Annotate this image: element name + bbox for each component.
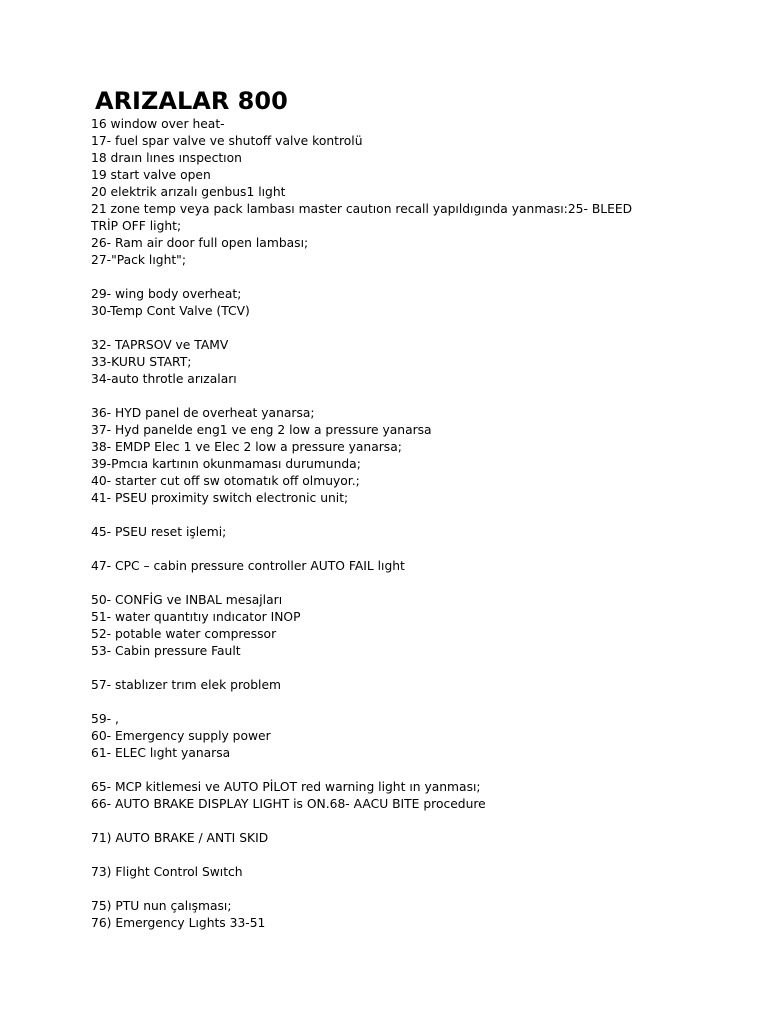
fault-line: 60- Emergency supply power xyxy=(91,729,271,743)
blank-line xyxy=(91,881,761,898)
fault-line: 21 zone temp veya pack lambası master cautıon recall yapıldıgında yanması:25- BLEED xyxy=(91,202,633,216)
fault-line: 33-KURU START; xyxy=(91,355,192,369)
fault-line: 32- TAPRSOV ve TAMV xyxy=(91,338,229,352)
blank-line xyxy=(91,813,761,830)
blank-line xyxy=(91,269,761,286)
blank-line xyxy=(91,847,761,864)
fault-line: 75) PTU nun çalışması; xyxy=(91,899,232,913)
fault-line: 37- Hyd panelde eng1 ve eng 2 low a pressure yanarsa xyxy=(91,423,432,437)
fault-line: 26- Ram air door full open lambası; xyxy=(91,236,309,250)
fault-line: 47- CPC – cabin pressure controller AUTO FAIL lıght xyxy=(91,559,405,573)
fault-line: 59- , xyxy=(91,712,119,726)
fault-line: 29- wing body overheat; xyxy=(91,287,242,301)
blank-line xyxy=(91,320,761,337)
fault-line: 16 window over heat- xyxy=(91,117,225,131)
blank-line xyxy=(91,388,761,405)
fault-line: 71) AUTO BRAKE / ANTI SKID xyxy=(91,831,269,845)
fault-line: TRİP OFF light; xyxy=(91,219,182,233)
fault-line: 34-auto throtle arızaları xyxy=(91,372,237,386)
fault-line: 36- HYD panel de overheat yanarsa; xyxy=(91,406,315,420)
fault-line: 66- AUTO BRAKE DISPLAY LIGHT is ON.68- AACU BITE procedure xyxy=(91,797,486,811)
fault-line: 61- ELEC lıght yanarsa xyxy=(91,746,231,760)
fault-line: 19 start valve open xyxy=(91,168,211,182)
fault-line: 30-Temp Cont Valve (TCV) xyxy=(91,304,250,318)
fault-line: 53- Cabin pressure Fault xyxy=(91,644,241,658)
blank-line xyxy=(91,507,761,524)
blank-line xyxy=(91,541,761,558)
fault-line: 40- starter cut off sw otomatık off olmuyor.; xyxy=(91,474,360,488)
fault-list xyxy=(91,116,761,932)
fault-line: 73) Flight Control Swıtch xyxy=(91,865,243,879)
fault-line: 20 elektrik arızalı genbus1 lıght xyxy=(91,185,286,199)
fault-line: 38- EMDP Elec 1 ve Elec 2 low a pressure yanarsa; xyxy=(91,440,402,454)
blank-line xyxy=(91,575,761,592)
fault-line: 18 draın lınes ınspectıon xyxy=(91,151,242,165)
fault-line: 76) Emergency Lıghts 33-51 xyxy=(91,916,266,930)
fault-line: 50- CONFİG ve INBAL mesajları xyxy=(91,593,283,607)
blank-line xyxy=(91,694,761,711)
blank-line xyxy=(91,660,761,677)
fault-line: 41- PSEU proximity switch electronic unit; xyxy=(91,491,349,505)
fault-line: 39-Pmcıa kartının okunmaması durumunda; xyxy=(91,457,361,471)
fault-line: 65- MCP kitlemesi ve AUTO PİLOT red warning light ın yanması; xyxy=(91,780,481,794)
fault-line: 27-"Pack lıght"; xyxy=(91,253,186,267)
blank-line xyxy=(91,762,761,779)
fault-line: 51- water quantıtıy ındıcator INOP xyxy=(91,610,301,624)
fault-line: 45- PSEU reset işlemi; xyxy=(91,525,227,539)
fault-line: 17- fuel spar valve ve shutoff valve kontrolü xyxy=(91,134,363,148)
fault-line: 52- potable water compressor xyxy=(91,627,277,641)
fault-line: 57- stablızer trım elek problem xyxy=(91,678,282,692)
document-title: ARIZALAR 800 xyxy=(95,87,288,115)
